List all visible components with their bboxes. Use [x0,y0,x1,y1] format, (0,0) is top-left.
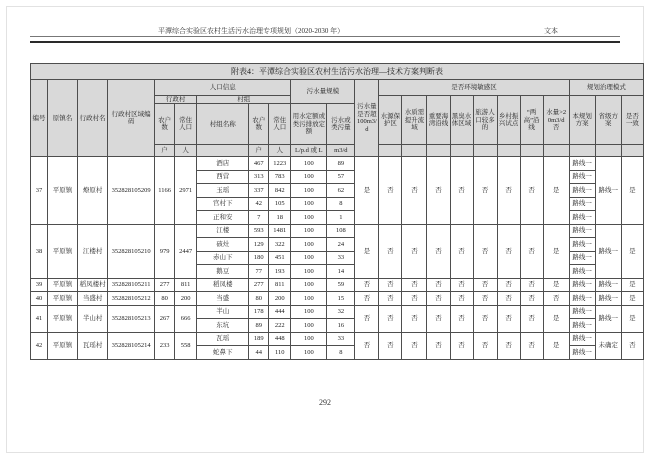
cell-plan: 路线一 [569,251,595,265]
table-row [31,305,644,319]
cell-env-6: 否 [520,157,543,225]
table-row [31,292,644,306]
unit-sewage: m3/d [327,145,355,157]
cell-env-3: 否 [450,157,473,225]
doc-header [30,24,620,37]
cell-quota: 100 [291,319,327,333]
cell-provincial-plan: 路线一 [595,305,621,332]
th-admin-village: 行政村 [155,96,197,104]
cell-village-population: 811 [175,278,197,292]
cell-env-0: 否 [379,157,402,225]
th-env-water-source: 水源保护区 [379,96,402,145]
cell-consistent: 是 [621,157,643,225]
th-id: 编号 [31,80,48,157]
cell-env-3: 否 [450,278,473,292]
cell-env-2: 否 [427,157,450,225]
table-title: 附表4：平潭综合实验区农村生活污水治理—技术方案判断表 [31,64,644,80]
th-quota: 用水定额或类污排放定额 [291,104,327,145]
cell-quota: 100 [291,184,327,198]
cell-env-2: 否 [427,332,450,359]
cell-group-population: 451 [269,251,291,265]
cell-plan: 路线一 [569,346,595,360]
th-env-over20: 水量>20m3/d 否 [543,96,569,145]
cell-code: 352828105211 [108,278,155,292]
cell-quota: 100 [291,265,327,279]
cell-provincial-plan: 未确定 [595,332,621,359]
cell-env-1: 否 [402,292,427,306]
unit-group-population: 人 [269,145,291,157]
cell-env-7: 是 [543,157,569,225]
cell-env-5: 否 [497,157,520,225]
cell-env-4: 否 [473,292,497,306]
cell-sewage: 108 [327,224,355,238]
cell-group-population: 448 [269,332,291,346]
cell-group-name: 西营 [197,170,249,184]
unit-empty [402,145,427,157]
cell-group-name: 正和安 [197,211,249,225]
table-header [31,64,644,157]
cell-env-1: 否 [402,278,427,292]
cell-group-households: 42 [249,197,269,211]
th-sewage-amount: 污水或类污量 [327,104,355,145]
cell-consistent: 是 [621,278,643,292]
cell-provincial-plan: 路线一 [595,292,621,306]
cell-village-population: 2971 [175,157,197,225]
cell-env-0: 否 [379,292,402,306]
cell-sewage: 16 [327,319,355,333]
cell-quota: 100 [291,292,327,306]
cell-quota: 100 [291,224,327,238]
th-env-bay: 重要海湾沿线 [427,96,450,145]
cell-group-population: 105 [269,197,291,211]
cell-group-population: 1481 [269,224,291,238]
cell-sewage: 62 [327,184,355,198]
unit-empty [621,145,643,157]
cell-provincial-plan: 路线一 [595,278,621,292]
cell-env-6: 否 [520,292,543,306]
cell-env-1: 否 [402,305,427,332]
cell-village-households: 233 [155,332,175,359]
unit-admin-population: 人 [175,145,197,157]
cell-consistent: 是 [621,224,643,278]
cell-over100: 否 [355,292,379,306]
cell-sewage: 57 [327,170,355,184]
cell-group-name: 江楼 [197,224,249,238]
unit-group-name-empty [197,145,249,157]
cell-env-2: 否 [427,278,450,292]
cell-village-households: 267 [155,305,175,332]
cell-plan: 路线一 [569,224,595,238]
cell-env-4: 否 [473,278,497,292]
unit-empty [473,145,497,157]
cell-group-population: 444 [269,305,291,319]
th-admin-population: 常住人口 [175,104,197,145]
th-mode-consistent: 是否一致 [621,96,643,145]
cell-plan: 路线一 [569,305,595,319]
cell-sewage: 8 [327,197,355,211]
cell-env-1: 否 [402,224,427,278]
cell-env-1: 否 [402,157,427,225]
cell-village: 半山村 [78,305,108,332]
cell-group-households: 77 [249,265,269,279]
cell-plan: 路线一 [569,292,595,306]
cell-town: 平原镇 [48,332,78,359]
th-env-water-quality: 水质需提升流域 [402,96,427,145]
cell-over100: 否 [355,278,379,292]
cell-env-5: 否 [497,278,520,292]
cell-sewage: 33 [327,332,355,346]
th-group-households: 农户数 [249,104,269,145]
cell-plan: 路线一 [569,278,595,292]
cell-id: 42 [31,332,48,359]
th-env-tourist: 旅游人口较多的 [473,96,497,145]
cell-env-7: 是 [543,332,569,359]
cell-group-name: 酒店 [197,157,249,171]
cell-group-households: 89 [249,319,269,333]
cell-over100: 否 [355,305,379,332]
cell-env-0: 否 [379,332,402,359]
cell-sewage: 59 [327,278,355,292]
cell-plan: 路线一 [569,238,595,252]
cell-id: 40 [31,292,48,306]
cell-group-population: 842 [269,184,291,198]
cell-town: 平原镇 [48,224,78,278]
unit-empty [520,145,543,157]
cell-env-1: 否 [402,332,427,359]
cell-group-households: 178 [249,305,269,319]
th-town: 原镇名 [48,80,78,157]
cell-code: 352828105209 [108,157,155,225]
cell-sewage: 1 [327,211,355,225]
cell-plan: 路线一 [569,184,595,198]
th-env-black-water: 黑臭水体区域 [450,96,473,145]
table-row [31,224,644,238]
cell-group-households: 80 [249,292,269,306]
cell-town: 平原镇 [48,278,78,292]
cell-group-name: 赤山下 [197,251,249,265]
cell-group-households: 593 [249,224,269,238]
cell-env-0: 否 [379,305,402,332]
cell-env-7: 是 [543,224,569,278]
cell-sewage: 33 [327,251,355,265]
cell-village-population: 558 [175,332,197,359]
cell-env-7: 否 [543,292,569,306]
cell-env-3: 否 [450,224,473,278]
header-row-groups [31,80,644,96]
cell-consistent: 否 [621,332,643,359]
cell-plan: 路线一 [569,265,595,279]
cell-group-name: 半山 [197,305,249,319]
cell-group-name: 官村下 [197,197,249,211]
unit-empty [569,145,595,157]
cell-env-5: 否 [497,305,520,332]
cell-quota: 100 [291,278,327,292]
th-mode-group: 规划治理模式 [569,80,643,96]
doc-header-right-label: 文本 [544,27,558,35]
cell-village: 瓦瑶村 [78,332,108,359]
cell-env-7: 是 [543,305,569,332]
cell-group-population: 193 [269,265,291,279]
cell-over100: 否 [355,332,379,359]
cell-env-5: 否 [497,224,520,278]
cell-env-4: 否 [473,157,497,225]
cell-id: 41 [31,305,48,332]
cell-env-0: 否 [379,278,402,292]
cell-env-3: 否 [450,292,473,306]
cell-env-0: 否 [379,224,402,278]
cell-group-households: 277 [249,278,269,292]
th-over100: 污水量是否超100m3/d [355,80,379,157]
th-village: 行政村名 [78,80,108,157]
unit-admin-households: 户 [155,145,175,157]
cell-village: 燎原村 [78,157,108,225]
table-row [31,332,644,346]
cell-code: 352828105213 [108,305,155,332]
cell-sewage: 8 [327,346,355,360]
cell-village-population: 2447 [175,224,197,278]
cell-group-households: 313 [249,170,269,184]
table-body [31,157,644,360]
cell-village: 当盛村 [78,292,108,306]
cell-plan: 路线一 [569,332,595,346]
cell-quota: 100 [291,170,327,184]
unit-empty [497,145,520,157]
th-env-lianggao: “两高”沿线 [520,96,543,145]
cell-id: 38 [31,224,48,278]
page-number: 292 [319,398,331,407]
cell-group-population: 200 [269,292,291,306]
cell-plan: 路线一 [569,319,595,333]
cell-town: 平原镇 [48,305,78,332]
cell-group-name: 稻凤楼 [197,278,249,292]
cell-village-population: 666 [175,305,197,332]
unit-empty [379,145,402,157]
cell-id: 37 [31,157,48,225]
cell-group-population: 322 [269,238,291,252]
cell-env-5: 否 [497,292,520,306]
cell-group-name: 瓦瑶 [197,332,249,346]
cell-plan: 路线一 [569,211,595,225]
th-village-group: 村组 [197,96,291,104]
unit-empty [595,145,621,157]
table-row [31,157,644,171]
cell-sewage: 15 [327,292,355,306]
th-env-rural-revitalization: 乡村振兴试点 [497,96,520,145]
cell-code: 352828105210 [108,224,155,278]
cell-group-households: 337 [249,184,269,198]
cell-group-households: 180 [249,251,269,265]
cell-env-6: 否 [520,224,543,278]
doc-header-rule [30,41,620,43]
cell-env-6: 否 [520,305,543,332]
cell-group-population: 110 [269,346,291,360]
cell-id: 39 [31,278,48,292]
cell-consistent: 是 [621,292,643,306]
th-group-population: 常住人口 [269,104,291,145]
cell-group-name: 当盛 [197,292,249,306]
cell-env-7: 是 [543,278,569,292]
cell-village: 稻凤楼村 [78,278,108,292]
th-group-name: 村组名称 [197,104,249,145]
th-env-group: 是否环境敏感区 [379,80,569,96]
cell-town: 平原镇 [48,157,78,225]
cell-village-population: 200 [175,292,197,306]
cell-quota: 100 [291,305,327,319]
cell-village-households: 1166 [155,157,175,225]
cell-group-name: 硋灶 [197,238,249,252]
technical-plan-table [30,63,644,360]
cell-group-households: 44 [249,346,269,360]
cell-env-2: 否 [427,224,450,278]
cell-quota: 100 [291,238,327,252]
table-row [31,278,644,292]
cell-quota: 100 [291,346,327,360]
cell-env-4: 否 [473,332,497,359]
th-admin-households: 农户数 [155,104,175,145]
cell-sewage: 14 [327,265,355,279]
cell-group-households: 467 [249,157,269,171]
cell-env-6: 否 [520,278,543,292]
cell-group-population: 1223 [269,157,291,171]
cell-over100: 是 [355,157,379,225]
cell-env-3: 否 [450,305,473,332]
cell-group-name: 玉瑶 [197,184,249,198]
cell-code: 352828105212 [108,292,155,306]
th-mode-this-plan: 本规划方案 [569,96,595,145]
cell-env-6: 否 [520,332,543,359]
cell-quota: 100 [291,211,327,225]
cell-group-population: 811 [269,278,291,292]
cell-group-name: 鹅豆 [197,265,249,279]
cell-sewage: 32 [327,305,355,319]
cell-village-households: 80 [155,292,175,306]
cell-plan: 路线一 [569,157,595,171]
cell-quota: 100 [291,157,327,171]
cell-env-3: 否 [450,332,473,359]
cell-code: 352828105214 [108,332,155,359]
cell-town: 平原镇 [48,292,78,306]
cell-env-2: 否 [427,292,450,306]
cell-group-households: 189 [249,332,269,346]
cell-quota: 100 [291,197,327,211]
cell-group-name: 东坑 [197,319,249,333]
cell-env-5: 否 [497,332,520,359]
cell-village: 江楼村 [78,224,108,278]
cell-group-name: 蛇鼻下 [197,346,249,360]
cell-env-4: 否 [473,224,497,278]
cell-group-population: 18 [269,211,291,225]
th-code: 行政村区域编码 [108,80,155,157]
cell-quota: 100 [291,332,327,346]
cell-group-households: 129 [249,238,269,252]
th-mode-provincial: 省级方案 [595,96,621,145]
cell-consistent: 是 [621,305,643,332]
cell-village-households: 979 [155,224,175,278]
cell-provincial-plan: 路线一 [595,157,621,225]
unit-empty [450,145,473,157]
cell-group-population: 222 [269,319,291,333]
cell-sewage: 89 [327,157,355,171]
unit-empty [543,145,569,157]
unit-quota: L/p.d 或 L [291,145,327,157]
unit-group-households: 户 [249,145,269,157]
cell-sewage: 24 [327,238,355,252]
cell-provincial-plan: 路线一 [595,224,621,278]
cell-quota: 100 [291,251,327,265]
cell-over100: 是 [355,224,379,278]
cell-group-population: 783 [269,170,291,184]
cell-village-households: 277 [155,278,175,292]
table-title-row [31,64,644,80]
cell-plan: 路线一 [569,170,595,184]
th-sewage-scale-group: 污水量规模 [291,80,355,104]
cell-plan: 路线一 [569,197,595,211]
unit-empty [427,145,450,157]
th-population-group: 人口信息 [155,80,291,96]
cell-env-4: 否 [473,305,497,332]
cell-group-households: 7 [249,211,269,225]
cell-env-2: 否 [427,305,450,332]
doc-header-title: 平潭综合实验区农村生活污水治理专项规划（2020-2030 年） [158,27,345,35]
